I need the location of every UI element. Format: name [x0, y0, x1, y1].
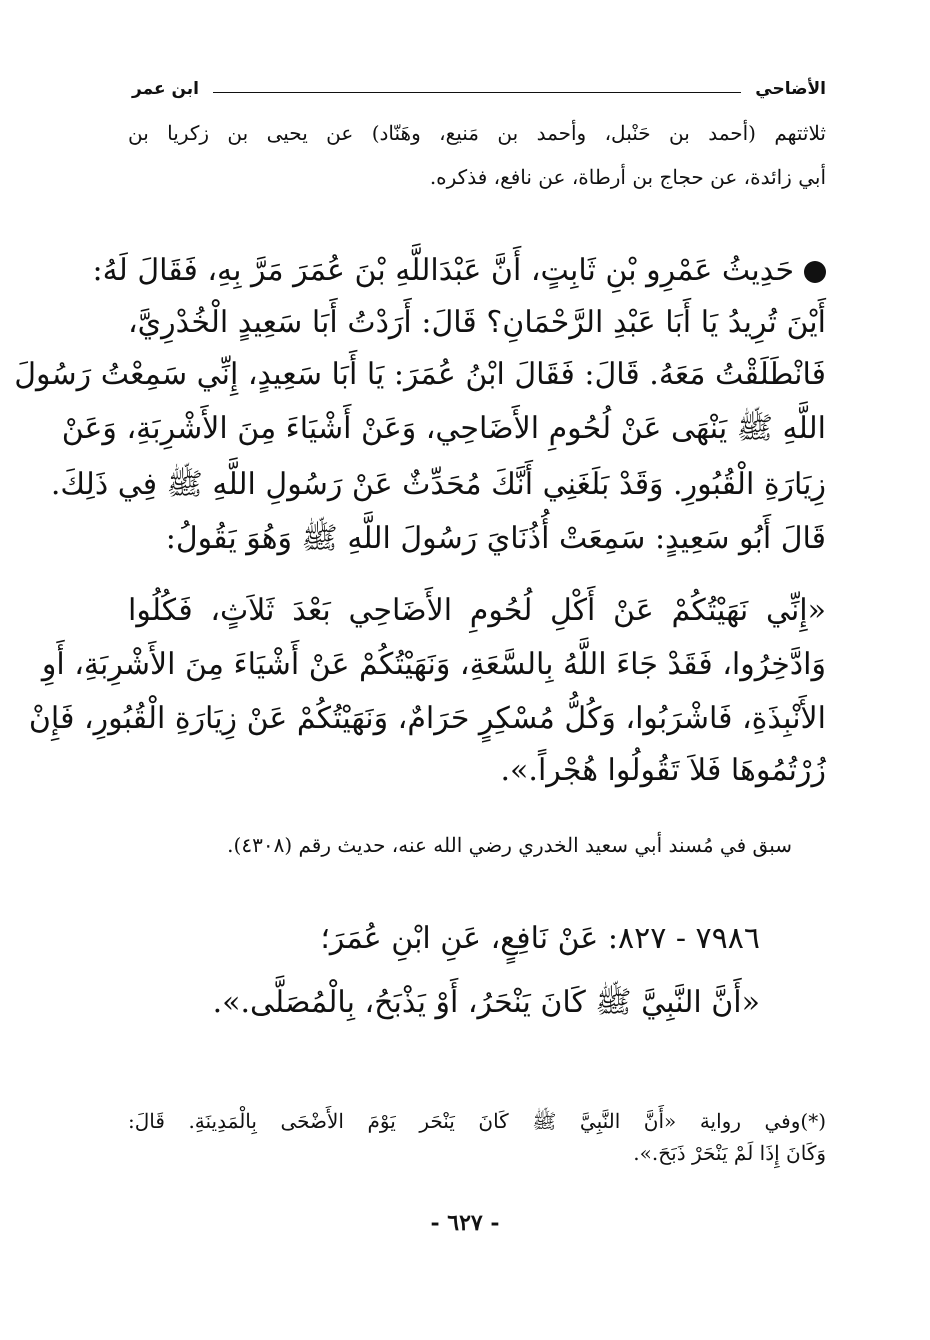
reference-note: سبق في مُسند أبي سعيد الخدري رضي الله عنه، حديث رقم (٤٣٠٨). [227, 833, 792, 857]
hadith-line: زِيَارَةِ الْقُبُورِ. وَقَدْ بَلَغَنِي أَنَّكَ مُحَدِّثٌ عَنْ رَسُولِ اللَّهِ ﷺ فِي ذَلِكَ. [50, 467, 826, 502]
quote-line: الأَنْبِذَةِ، فَاشْرَبُوا، وَكُلُّ مُسْكِرٍ حَرَامٌ، وَنَهَيْتُكُمْ عَنْ زِيَارَةِ الْقُبُورِ، فَإِنْ [28, 701, 826, 736]
bullet-icon [804, 261, 826, 283]
hadith-line: اللَّهِ ﷺ يَنْهَى عَنْ لُحُومِ الأَضَاحِي، وَعَنْ أَشْيَاءَ مِنَ الأَشْرِبَةِ، وَعَنْ [61, 411, 826, 446]
running-header [132, 74, 826, 104]
hadith-line: أَيْنَ تُرِيدُ يَا أَبَا عَبْدِ الرَّحْمَانِ؟ قَالَ: أَرَدْتُ أَبَا سَعِيدٍ الْخُدْرِيَّ، [128, 305, 826, 340]
quote-line: «إِنِّي نَهَيْتُكُمْ عَنْ أَكْلِ لُحُومِ الأَضَاحِي بَعْدَ ثَلاَثٍ، فَكُلُوا [128, 593, 826, 628]
hadith-text-line: «أَنَّ النَّبِيَّ ﷺ كَانَ يَنْحَرُ، أَوْ يَذْبَحُ، بِالْمُصَلَّى.». [212, 985, 760, 1020]
intro-line: أبي زائدة، عن حجاج بن أرطاة، عن نافع، فذكره. [429, 165, 826, 189]
hadith-line [92, 246, 826, 296]
hadith-line-text: حَدِيثُ عَمْرِو بْنِ ثَابِتٍ، أَنَّ عَبْدَاللَّهِ بْنَ عُمَرَ مَرَّ بِهِ، فَقَالَ لَهُ: [92, 253, 794, 288]
quote-line: وَادَّخِرُوا، فَقَدْ جَاءَ اللَّهُ بِالسَّعَةِ، وَنَهَيْتُكُمْ عَنْ أَشْيَاءَ مِنَ الأَشْرِبَةِ، أَوِ [41, 647, 826, 682]
hadith-line: قَالَ أَبُو سَعِيدٍ: سَمِعَتْ أُذُنَايَ رَسُولَ اللَّهِ ﷺ وَهُوَ يَقُولُ: [165, 521, 826, 556]
header-section-title: ابن عمر [132, 79, 200, 99]
intro-line: ثلاثتهم (أحمد بن حَنْبل، وأحمد بن مَنيع، وهَنّاد) عن يحيى بن زكريا بن [128, 121, 826, 145]
header-chapter-title: الأضاحي [755, 79, 826, 99]
header-rule [213, 92, 741, 93]
page-number: - ٦٢٧ - [430, 1210, 500, 1236]
hadith-number-line: ٧٩٨٦ - ٨٢٧: عَنْ نَافِعٍ، عَنِ ابْنِ عُمَرَ؛ [320, 921, 760, 956]
footnote-line: (*)وفي رواية «أَنَّ النَّبِيَّ ﷺ كَانَ يَنْحَر يَوْمَ الأَضْحَى بِالْمَدِينَةِ. قَالَ: [128, 1109, 826, 1133]
footnote-line: وَكَانَ إِذَا لَمْ يَنْحَرْ ذَبَحَ.». [633, 1141, 826, 1165]
hadith-line: فَانْطَلَقْتُ مَعَهُ. قَالَ: فَقَالَ ابْنُ عُمَرَ: يَا أَبَا سَعِيدٍ، إِنِّي سَمِعْتُ رَسُولَ [14, 357, 826, 392]
quote-line: زُرْتُمُوهَا فَلاَ تَقُولُوا هُجْراً.». [500, 753, 826, 788]
